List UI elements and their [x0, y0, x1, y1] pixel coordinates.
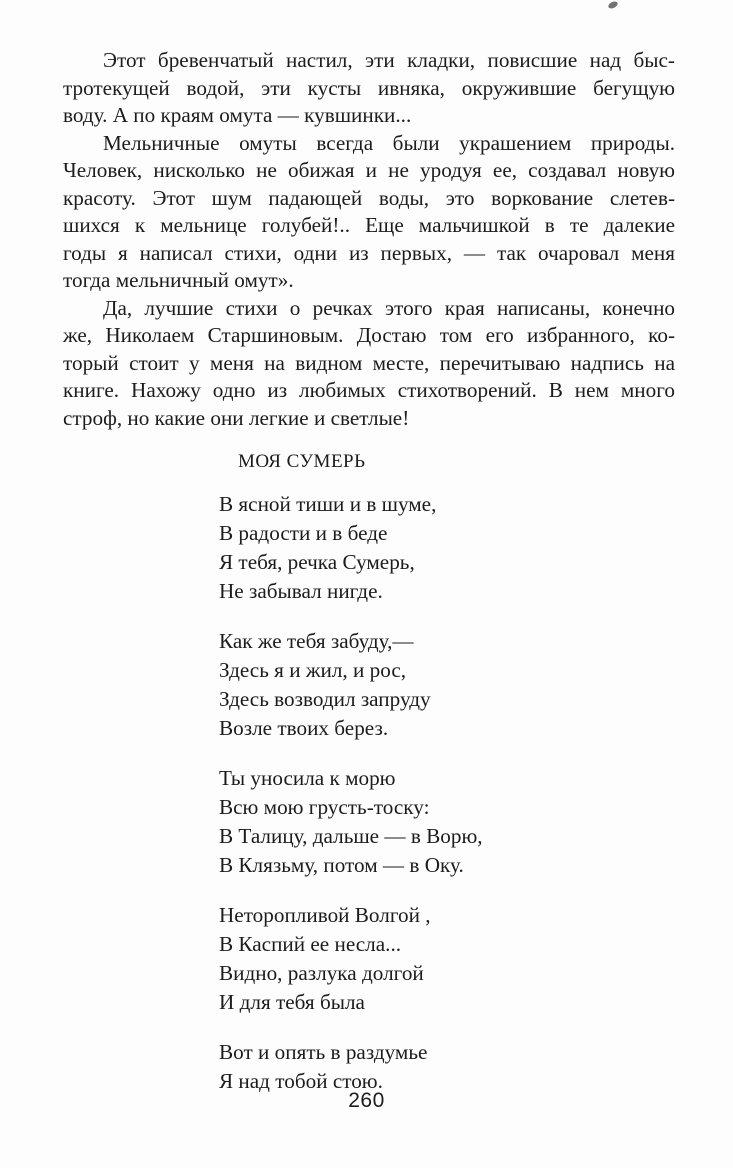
verse-line: В ясной тиши и в шуме,	[219, 492, 437, 516]
print-speck	[607, 0, 619, 10]
verse-line: Я над тобой стою.	[219, 1069, 383, 1093]
text-line: же, Николаем Старшиновым. Достаю том его избранного, ко-	[63, 323, 675, 347]
text-line: строф, но какие они легкие и светлые!	[63, 405, 410, 430]
text-line: книге. Нахожу одно из любимых стихотворений. В нем много	[63, 378, 675, 402]
verse-line: В Каспий ее несла...	[219, 932, 402, 956]
verse-line: В радости и в беде	[219, 521, 388, 545]
poem-title: МОЯ СУМЕРЬ	[238, 451, 366, 472]
text-line: Этот бревенчатый настил, эти кладки, повисшие над быс-	[103, 48, 675, 72]
poem-body	[219, 490, 639, 1117]
text-line: Мельничные омуты всегда были украшением природы.	[103, 130, 675, 155]
text-line: тогда мельничный омут».	[63, 268, 294, 292]
text-line: воду. А по краям омута — кувшинки...	[63, 103, 412, 127]
stanza-2	[219, 627, 639, 743]
verse-line: Не забывал нигде.	[219, 579, 383, 603]
prose-text	[63, 47, 675, 432]
text-line: Человек, нисколько не обижая и не уродуя ее, создавал новую	[63, 158, 675, 182]
verse-line: Я тебя, речка Сумерь,	[219, 550, 415, 574]
text-line: шихся к мельнице голубей!.. Еще мальчишкой в те далекие	[63, 213, 675, 237]
paragraph-3	[63, 295, 675, 433]
verse-line: Всю мою грусть-тоску:	[219, 795, 430, 819]
verse-line: Вот и опять в раздумье	[219, 1040, 428, 1064]
stanza-1	[219, 490, 639, 606]
page-number: 260	[348, 1089, 385, 1112]
text-line: красоту. Этот шум падающей воды, это воркование слетев-	[63, 185, 675, 210]
stanza-3	[219, 764, 639, 880]
paragraph-1	[63, 47, 675, 130]
text-line: Да, лучшие стихи о речках этого края написаны, конечно	[103, 295, 675, 320]
verse-line: Как же тебя забуду,—	[219, 629, 414, 653]
text-line: торый стоит у меня на видном месте, перечитываю надпись на	[63, 350, 675, 375]
text-line: тротекущей водой, эти кусты ивняка, окружившие бегущую	[63, 75, 675, 100]
verse-line: В Талицу, дальше — в Ворю,	[219, 824, 483, 848]
verse-line: В Клязьму, потом — в Оку.	[219, 853, 464, 877]
verse-line: Неторопливой Волгой ,	[219, 903, 431, 927]
verse-line: Возле твоих берез.	[219, 716, 389, 740]
paragraph-2	[63, 130, 675, 295]
verse-line: Здесь возводил запруду	[219, 687, 431, 711]
verse-line: Ты уносила к морю	[219, 766, 396, 790]
text-line: годы я написал стихи, одни из первых, — так очаровал меня	[63, 240, 675, 265]
verse-line: Видно, разлука долгой	[219, 961, 424, 985]
verse-line: И для тебя была	[219, 990, 365, 1014]
verse-line: Здесь я и жил, и рос,	[219, 658, 407, 682]
stanza-4	[219, 901, 639, 1017]
